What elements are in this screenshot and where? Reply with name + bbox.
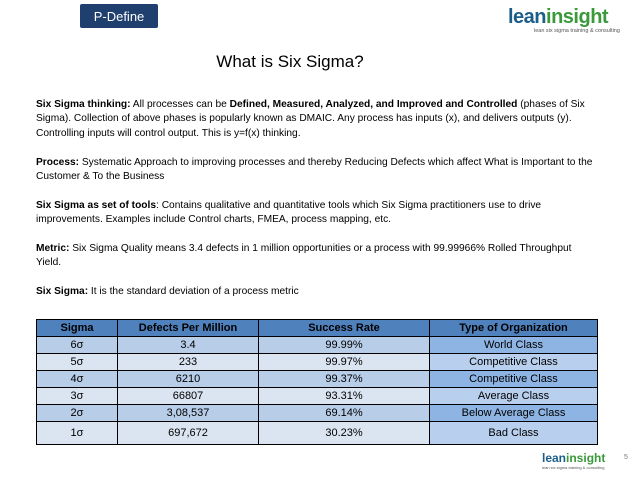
cell-success-rate: 99.97% [259, 354, 430, 371]
table-row [37, 422, 598, 445]
metric-text: Six Sigma Quality means 3.4 defects in 1 million opportunities or a process with 99.99966% Rolled Throughput Yield. [36, 243, 572, 269]
table-row [37, 354, 598, 371]
metric-label: Metric: [36, 243, 70, 255]
company-logo [508, 6, 630, 38]
cell-sigma: 2σ [37, 405, 118, 422]
cell-organization-type: Bad Class [430, 422, 598, 445]
paragraph-tools [36, 199, 596, 228]
page-number: 5 [624, 454, 628, 461]
cell-sigma: 6σ [37, 337, 118, 354]
cell-defects: 66807 [118, 388, 259, 405]
logo-tagline: lean six sigma training & consulting [534, 28, 620, 34]
cell-organization-type: Average Class [430, 388, 598, 405]
cell-organization-type: Below Average Class [430, 405, 598, 422]
header-success-rate: Success Rate [259, 320, 430, 337]
thinking-label: Six Sigma thinking: [36, 99, 131, 110]
header-sigma: Sigma [37, 320, 118, 337]
cell-sigma: 4σ [37, 371, 118, 388]
header-defects: Defects Per Million [118, 320, 259, 337]
cell-defects: 3,08,537 [118, 405, 259, 422]
cell-sigma: 5σ [37, 354, 118, 371]
footer-logo-tagline: lean six sigma training & consulting [542, 465, 605, 470]
cell-organization-type: Competitive Class [430, 371, 598, 388]
footer-logo-lean-text: lean [542, 451, 567, 465]
thinking-pre: All processes can be [130, 99, 230, 110]
section-tag: P-Define [80, 4, 158, 28]
cell-success-rate: 99.37% [259, 371, 430, 388]
thinking-phases: Defined, Measured, Analyzed, and Improved and Controlled [229, 99, 518, 110]
cell-success-rate: 30.23% [259, 422, 430, 445]
sigma-label: Six Sigma: [36, 286, 89, 298]
tools-text: : Contains qualitative and quantitative tools which Six Sigma practitioners use to drive improvements. Examples include Control charts, FMEA, process mapping, etc. [36, 199, 542, 226]
logo-insight-text: insight [546, 6, 609, 28]
process-label: Process: [36, 156, 80, 168]
paragraph-sigma [36, 285, 596, 299]
cell-defects: 233 [118, 354, 259, 371]
tools-label: Six Sigma as set of tools [36, 199, 157, 211]
cell-organization-type: Competitive Class [430, 354, 598, 371]
footer-logo [542, 452, 612, 474]
cell-sigma: 3σ [37, 388, 118, 405]
table-row [37, 405, 598, 422]
thinking-post: (phases of Six Sigma). Collection of above phases is popularly known as DMAIC. Any process has inputs (x), and delivers outputs (y). Controlling inputs will control output. This is y=f(x) thinking. [36, 99, 585, 139]
sigma-text: It is the standard deviation of a process metric [88, 286, 299, 298]
table-header-row [37, 320, 598, 337]
table-row [37, 388, 598, 405]
paragraph-metric [36, 242, 596, 271]
slide-body [36, 98, 596, 314]
paragraph-process [36, 156, 596, 185]
slide-title: What is Six Sigma? [216, 52, 364, 71]
sigma-table [36, 319, 598, 445]
cell-success-rate: 99.99% [259, 337, 430, 354]
header-organization-type: Type of Organization [430, 320, 598, 337]
table-row [37, 371, 598, 388]
table-row [37, 337, 598, 354]
cell-defects: 3.4 [118, 337, 259, 354]
cell-defects: 697,672 [118, 422, 259, 445]
logo-lean-text: lean [508, 6, 547, 28]
cell-success-rate: 69.14% [259, 405, 430, 422]
cell-organization-type: World Class [430, 337, 598, 354]
cell-success-rate: 93.31% [259, 388, 430, 405]
paragraph-thinking [36, 98, 596, 141]
process-text: Systematic Approach to improving processes and thereby Reducing Defects which affect What is Important to the Customer & To the Business [36, 156, 593, 183]
cell-defects: 6210 [118, 371, 259, 388]
cell-sigma: 1σ [37, 422, 118, 445]
footer-logo-insight-text: insight [566, 451, 606, 465]
